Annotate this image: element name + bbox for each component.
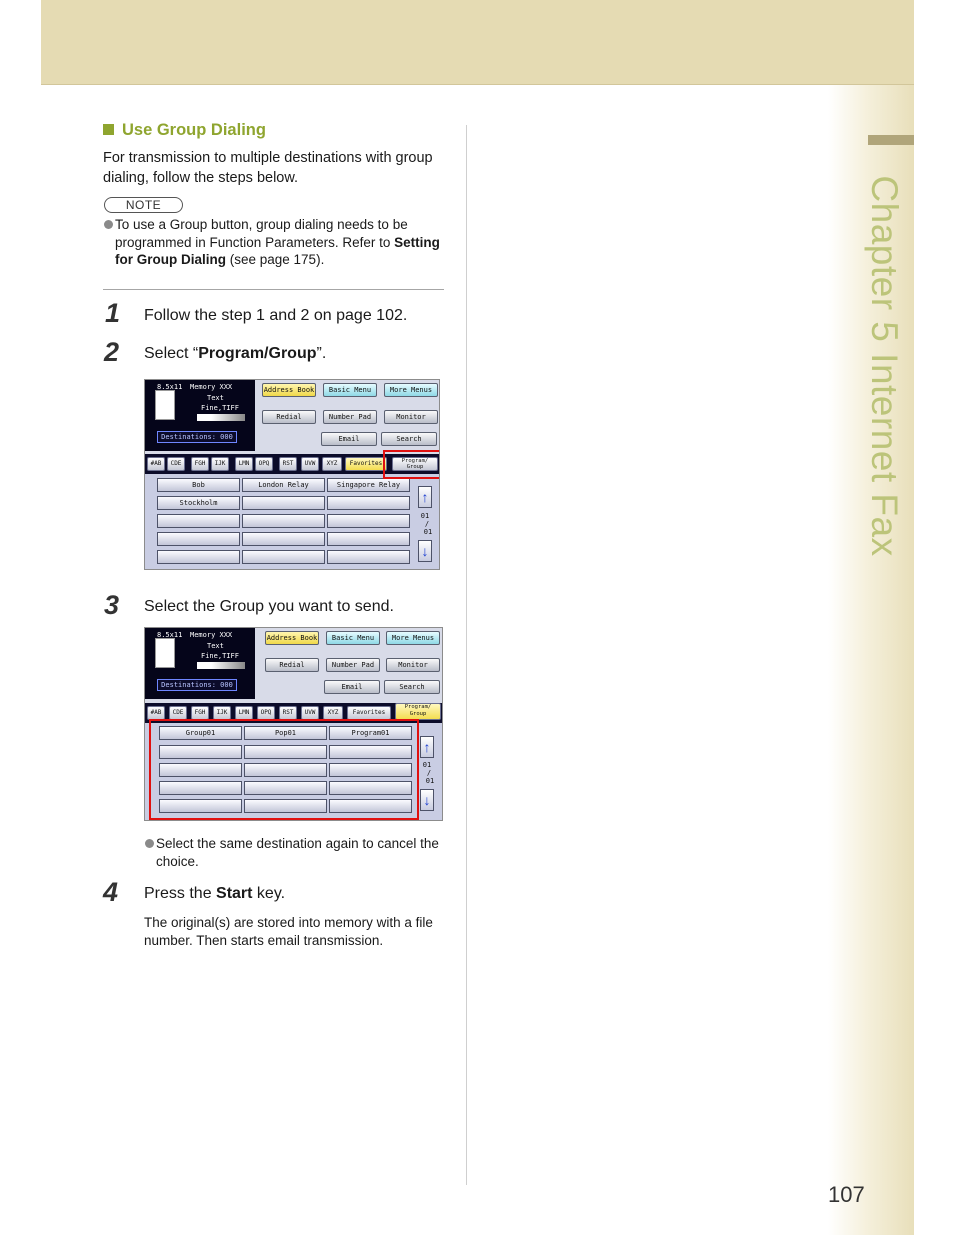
step-4-detail: The original(s) are stored into memory with a file number. Then starts email transmission. [144, 915, 433, 948]
tab-opq[interactable]: OPQ [257, 706, 275, 720]
tab-uvw[interactable]: UVW [301, 457, 319, 471]
destination-slot[interactable] [327, 496, 410, 510]
tab-uvw[interactable]: UVW [301, 706, 319, 720]
step-2-pre: Select “ [144, 345, 199, 362]
email-button[interactable]: Email [324, 680, 380, 694]
chapter-tab-marker [868, 135, 914, 145]
note-badge: NOTE [104, 197, 183, 213]
email-button[interactable]: Email [321, 432, 377, 446]
step-3-bullet: Select the same destination again to cancel the choice. [156, 836, 439, 869]
step-1-text: Follow the step 1 and 2 on page 102. [144, 307, 408, 324]
redial-button[interactable]: Redial [262, 410, 316, 424]
bullet-dot-icon [145, 839, 154, 848]
destination-slot[interactable] [157, 550, 240, 564]
document-icon [155, 390, 175, 420]
address-book-button[interactable]: Address Book [262, 383, 316, 397]
tab-xyz[interactable]: XYZ [322, 457, 342, 471]
monitor-button[interactable]: Monitor [384, 410, 438, 424]
memory-label: Memory XXX [190, 383, 233, 391]
paper-size: 8.5x11 [157, 631, 183, 639]
mode-text: Text [207, 642, 224, 650]
destination-slot[interactable] [327, 532, 410, 546]
tab-cde[interactable]: CDE [167, 457, 185, 471]
header-band [41, 0, 914, 85]
redial-button[interactable]: Redial [265, 658, 319, 672]
destination-slot[interactable] [157, 514, 240, 528]
tab-xyz[interactable]: XYZ [323, 706, 343, 720]
column-divider [466, 125, 467, 1185]
scroll-down-arrow-icon[interactable]: ↓ [418, 540, 432, 562]
tab-lmn[interactable]: LMN [235, 457, 253, 471]
monitor-button[interactable]: Monitor [386, 658, 440, 672]
tab-ijk[interactable]: IJK [213, 706, 231, 720]
screenshot-program-group [144, 379, 440, 570]
status-panel [145, 628, 255, 699]
step-2-text [144, 345, 326, 363]
destination-slot-london-relay[interactable]: London Relay [242, 478, 325, 492]
note-text-part1: To use a Group button, group dialing needs to be programmed in Function Parameters. Refer to [115, 217, 408, 250]
mode-text: Text [207, 394, 224, 402]
step-number-2: 2 [104, 337, 120, 367]
number-pad-button[interactable]: Number Pad [323, 410, 377, 424]
document-icon [155, 638, 175, 668]
page-indicator-current: 01 [420, 512, 430, 520]
chapter-label: Chapter 5 Internet Fax [864, 175, 905, 557]
tab-program-group[interactable]: Program/ Group [392, 457, 438, 471]
step-4-post: key. [252, 885, 286, 902]
destination-slot[interactable] [327, 514, 410, 528]
density-bar [197, 414, 245, 421]
memory-label: Memory XXX [190, 631, 233, 639]
note-reference: Setting for Group Dialing [115, 234, 440, 267]
tab-rst[interactable]: RST [279, 706, 297, 720]
search-button[interactable]: Search [381, 432, 437, 446]
step-2-post: ”. [316, 345, 327, 362]
step-2-bold: Program/Group [198, 345, 317, 362]
destination-slot[interactable] [242, 532, 325, 546]
note-text-part2: (see page 175). [226, 252, 325, 267]
destinations-count: Destinations: 000 [157, 431, 237, 443]
screenshot-group-select [144, 627, 443, 821]
destinations-count: Destinations: 000 [157, 679, 237, 691]
page-indicator-current: 01 [422, 761, 432, 769]
destination-slot-singapore-relay[interactable]: Singapore Relay [327, 478, 410, 492]
page-number: 107 [828, 1182, 865, 1207]
intro-text: For transmission to multiple destinations with group dialing, follow the steps below. [103, 150, 433, 186]
tab-rst[interactable]: RST [279, 457, 297, 471]
density-bar [197, 662, 245, 669]
highlight-program-group [383, 450, 440, 479]
start-key-label: Start [216, 885, 253, 902]
tab-cde[interactable]: CDE [169, 706, 187, 720]
destination-slot[interactable] [157, 532, 240, 546]
paper-size: 8.5x11 [157, 383, 183, 391]
highlight-group-grid [149, 719, 419, 820]
scroll-down-arrow-icon[interactable]: ↓ [420, 789, 434, 811]
destination-grid [145, 474, 439, 570]
tab-favorites[interactable]: Favorites [347, 706, 391, 720]
square-bullet-icon [103, 124, 114, 135]
tab-fgh[interactable]: FGH [191, 457, 209, 471]
destination-slot[interactable] [242, 514, 325, 528]
step-number-3: 3 [104, 590, 120, 620]
tab-ijk[interactable]: IJK [211, 457, 229, 471]
tab-program-group[interactable]: Program/ Group [395, 703, 441, 720]
tab-favorites[interactable]: Favorites [345, 457, 387, 471]
number-pad-button[interactable]: Number Pad [326, 658, 380, 672]
step-number-4: 4 [103, 877, 119, 907]
step-4-text [144, 885, 285, 903]
group-slot-program01[interactable]: Program01 [329, 726, 412, 740]
note-text [115, 216, 445, 269]
tab-ab[interactable]: #AB [147, 706, 165, 720]
destination-slot[interactable] [242, 496, 325, 510]
status-panel [145, 380, 255, 451]
search-button[interactable]: Search [384, 680, 440, 694]
mode-fine: Fine,TIFF [201, 652, 239, 660]
destination-slot-stockholm[interactable]: Stockholm [157, 496, 240, 510]
page-indicator-total: 01 [423, 528, 433, 536]
page-indicator-slash: / [426, 769, 432, 777]
page-indicator-slash: / [424, 520, 430, 528]
tab-opq[interactable]: OPQ [255, 457, 273, 471]
scroll-up-arrow-icon[interactable]: ↑ [418, 486, 432, 508]
divider-line [103, 289, 444, 290]
mode-fine: Fine,TIFF [201, 404, 239, 412]
step-number-1: 1 [105, 298, 121, 328]
more-menus-button[interactable]: More Menus [384, 383, 438, 397]
more-menus-button[interactable]: More Menus [386, 631, 440, 645]
group-slot-pop01[interactable]: Pop01 [244, 726, 327, 740]
section-title [103, 121, 266, 140]
section-title-text: Use Group Dialing [122, 121, 266, 139]
destination-slot[interactable] [327, 550, 410, 564]
address-book-button[interactable]: Address Book [265, 631, 319, 645]
destination-slot-bob[interactable]: Bob [157, 478, 240, 492]
tab-fgh[interactable]: FGH [191, 706, 209, 720]
step-3-text: Select the Group you want to send. [144, 598, 394, 615]
tab-ab[interactable]: #AB [147, 457, 165, 471]
tab-lmn[interactable]: LMN [235, 706, 253, 720]
group-slot-group01[interactable]: Group01 [159, 726, 242, 740]
page-indicator-total: 01 [425, 777, 435, 785]
basic-menu-button[interactable]: Basic Menu [323, 383, 377, 397]
basic-menu-button[interactable]: Basic Menu [326, 631, 380, 645]
bullet-dot-icon [104, 220, 113, 229]
scroll-up-arrow-icon[interactable]: ↑ [420, 736, 434, 758]
destination-slot[interactable] [242, 550, 325, 564]
step-4-pre: Press the [144, 885, 217, 902]
